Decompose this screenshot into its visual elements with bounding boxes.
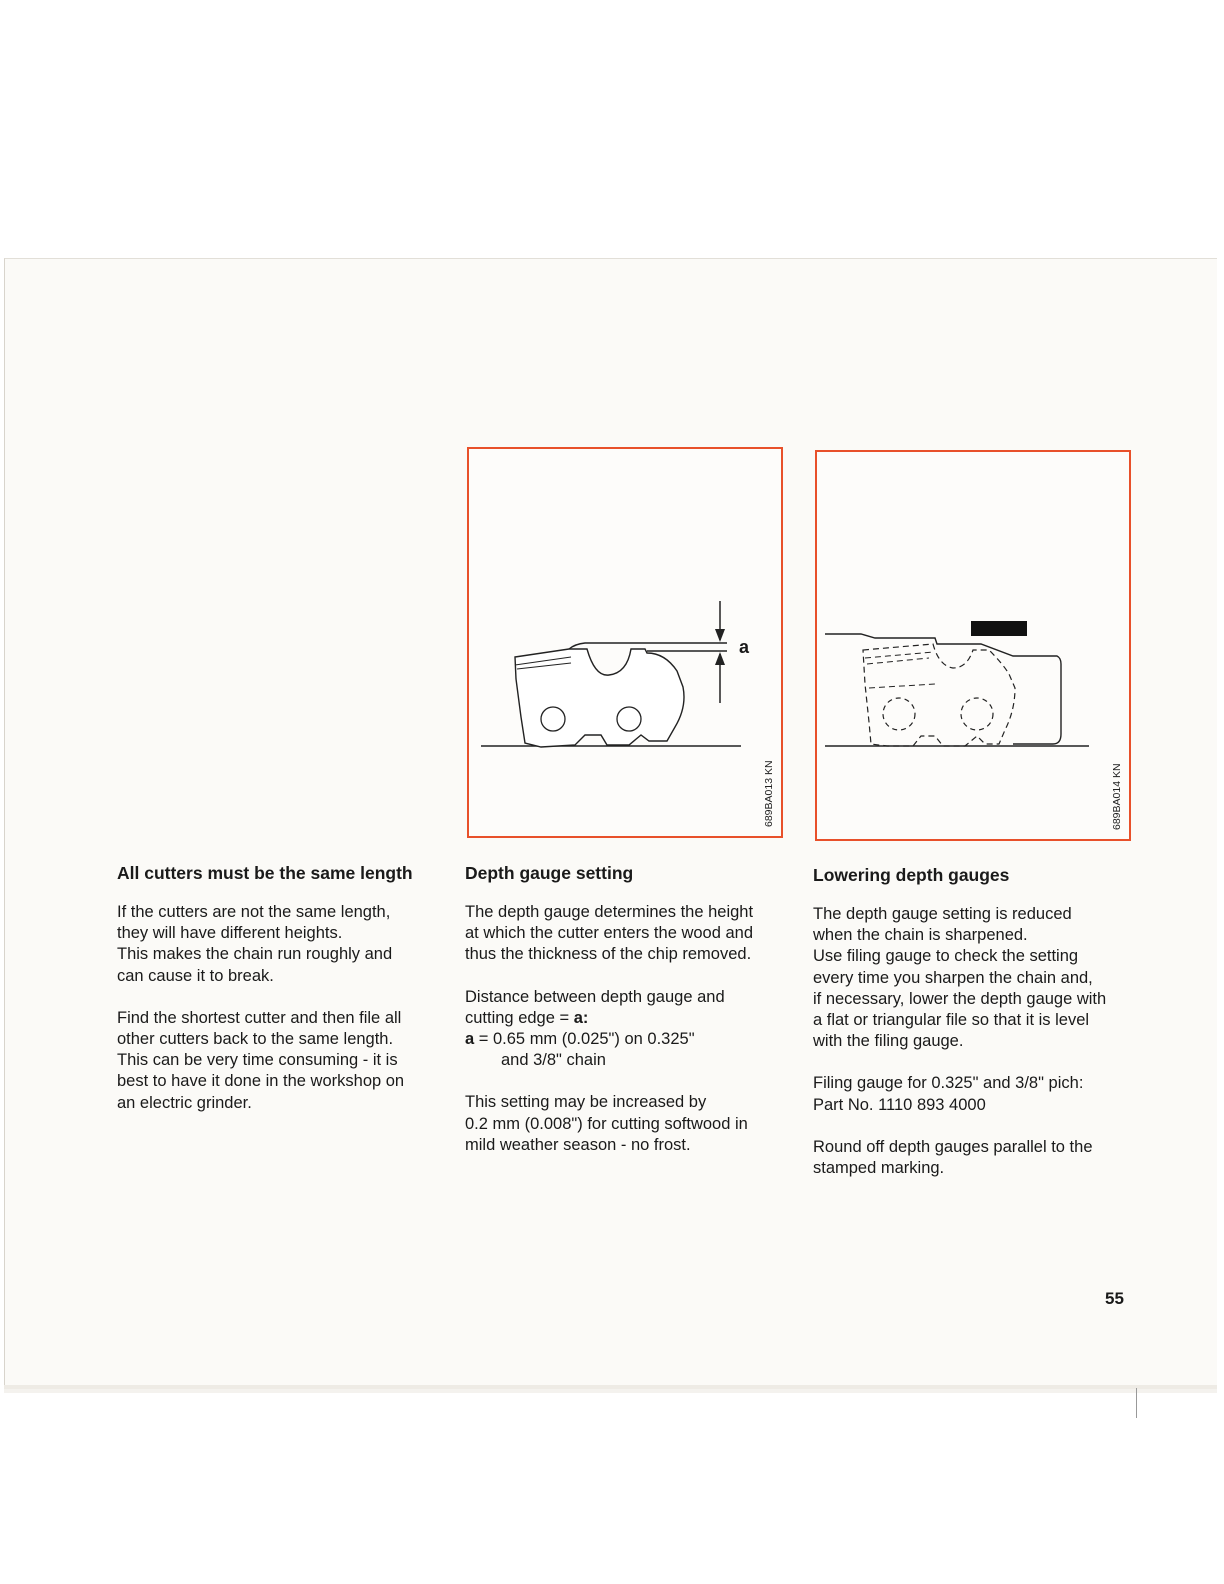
text-line: 0.2 mm (0.008") for cutting softwood in bbox=[465, 1114, 748, 1133]
text-line: other cutters back to the same length. bbox=[117, 1030, 394, 1049]
section-heading: Depth gauge setting bbox=[465, 863, 634, 883]
text-line: with the filing gauge. bbox=[813, 1032, 964, 1051]
text-line: stamped marking. bbox=[813, 1159, 945, 1178]
text-line: Find the shortest cutter and then file all bbox=[117, 1008, 402, 1027]
paragraph bbox=[465, 1092, 795, 1156]
text-line: Round off depth gauges parallel to the bbox=[813, 1137, 1093, 1156]
text-line: best to have it done in the workshop on bbox=[117, 1072, 405, 1091]
text-line: Distance between depth gauge and bbox=[465, 987, 725, 1006]
text-line: at which the cutter enters the wood and bbox=[465, 924, 754, 943]
column-lowering-depth-gauges bbox=[813, 864, 1143, 1200]
text-line: if necessary, lower the depth gauge with bbox=[813, 989, 1107, 1008]
text-line: The depth gauge setting is reduced bbox=[813, 905, 1072, 923]
dimension-label-a: a bbox=[739, 637, 750, 657]
figure-code: 689BA013 KN bbox=[763, 760, 775, 827]
paragraph bbox=[813, 1073, 1143, 1115]
figure-lowering-depth-gauges bbox=[815, 450, 1131, 841]
sheet-edge bbox=[1136, 1388, 1141, 1418]
cutter-illustration bbox=[469, 449, 781, 836]
paragraph bbox=[813, 1137, 1143, 1179]
text-line: This can be very time consuming - it is bbox=[117, 1051, 398, 1070]
section-heading: All cutters must be the same length bbox=[117, 863, 413, 883]
paragraph bbox=[465, 902, 795, 966]
text-line: This setting may be increased by bbox=[465, 1093, 707, 1112]
text-fragment: = 0.65 mm (0.025") on 0.325" bbox=[474, 1030, 695, 1049]
text-line: and 3/8" chain bbox=[501, 1051, 606, 1070]
text-line: every time you sharpen the chain and, bbox=[813, 968, 1093, 987]
text-line: mild weather season - no frost. bbox=[465, 1135, 691, 1154]
bold-term: a bbox=[465, 1030, 475, 1049]
text-line: a flat or triangular file so that it is level bbox=[813, 1011, 1090, 1030]
text-line: when the chain is sharpened. bbox=[813, 926, 1028, 945]
text-line: Use filing gauge to check the setting bbox=[813, 947, 1079, 966]
text-line bbox=[465, 1029, 795, 1050]
paragraph bbox=[813, 904, 1143, 1052]
text-fragment: cutting edge = bbox=[465, 1008, 574, 1027]
text-line: Filing gauge for 0.325" and 3/8" pich: bbox=[813, 1074, 1084, 1093]
figure-depth-gauge-setting bbox=[467, 447, 783, 838]
text-line: they will have different heights. bbox=[117, 924, 343, 943]
bold-term: a: bbox=[573, 1008, 589, 1027]
text-line: If the cutters are not the same length, bbox=[117, 903, 391, 921]
text-line bbox=[465, 1008, 795, 1029]
text-line: This makes the chain run roughly and bbox=[117, 945, 393, 964]
section-heading: Lowering depth gauges bbox=[813, 865, 1010, 885]
column-depth-gauge-setting bbox=[465, 862, 795, 1177]
figure-code: 689BA014 KN bbox=[1111, 763, 1123, 830]
paragraph bbox=[117, 1008, 447, 1114]
filing-gauge-illustration bbox=[817, 452, 1129, 839]
text-line: The depth gauge determines the height bbox=[465, 903, 754, 921]
text-line: an electric grinder. bbox=[117, 1093, 252, 1112]
page-number: 55 bbox=[1105, 1289, 1124, 1308]
paragraph bbox=[465, 987, 795, 1072]
text-line: thus the thickness of the chip removed. bbox=[465, 945, 752, 964]
text-line: Part No. 1110 893 4000 bbox=[813, 1095, 986, 1114]
paragraph bbox=[117, 902, 447, 987]
text-line: can cause it to break. bbox=[117, 966, 274, 985]
column-cutters-length bbox=[117, 862, 447, 1135]
